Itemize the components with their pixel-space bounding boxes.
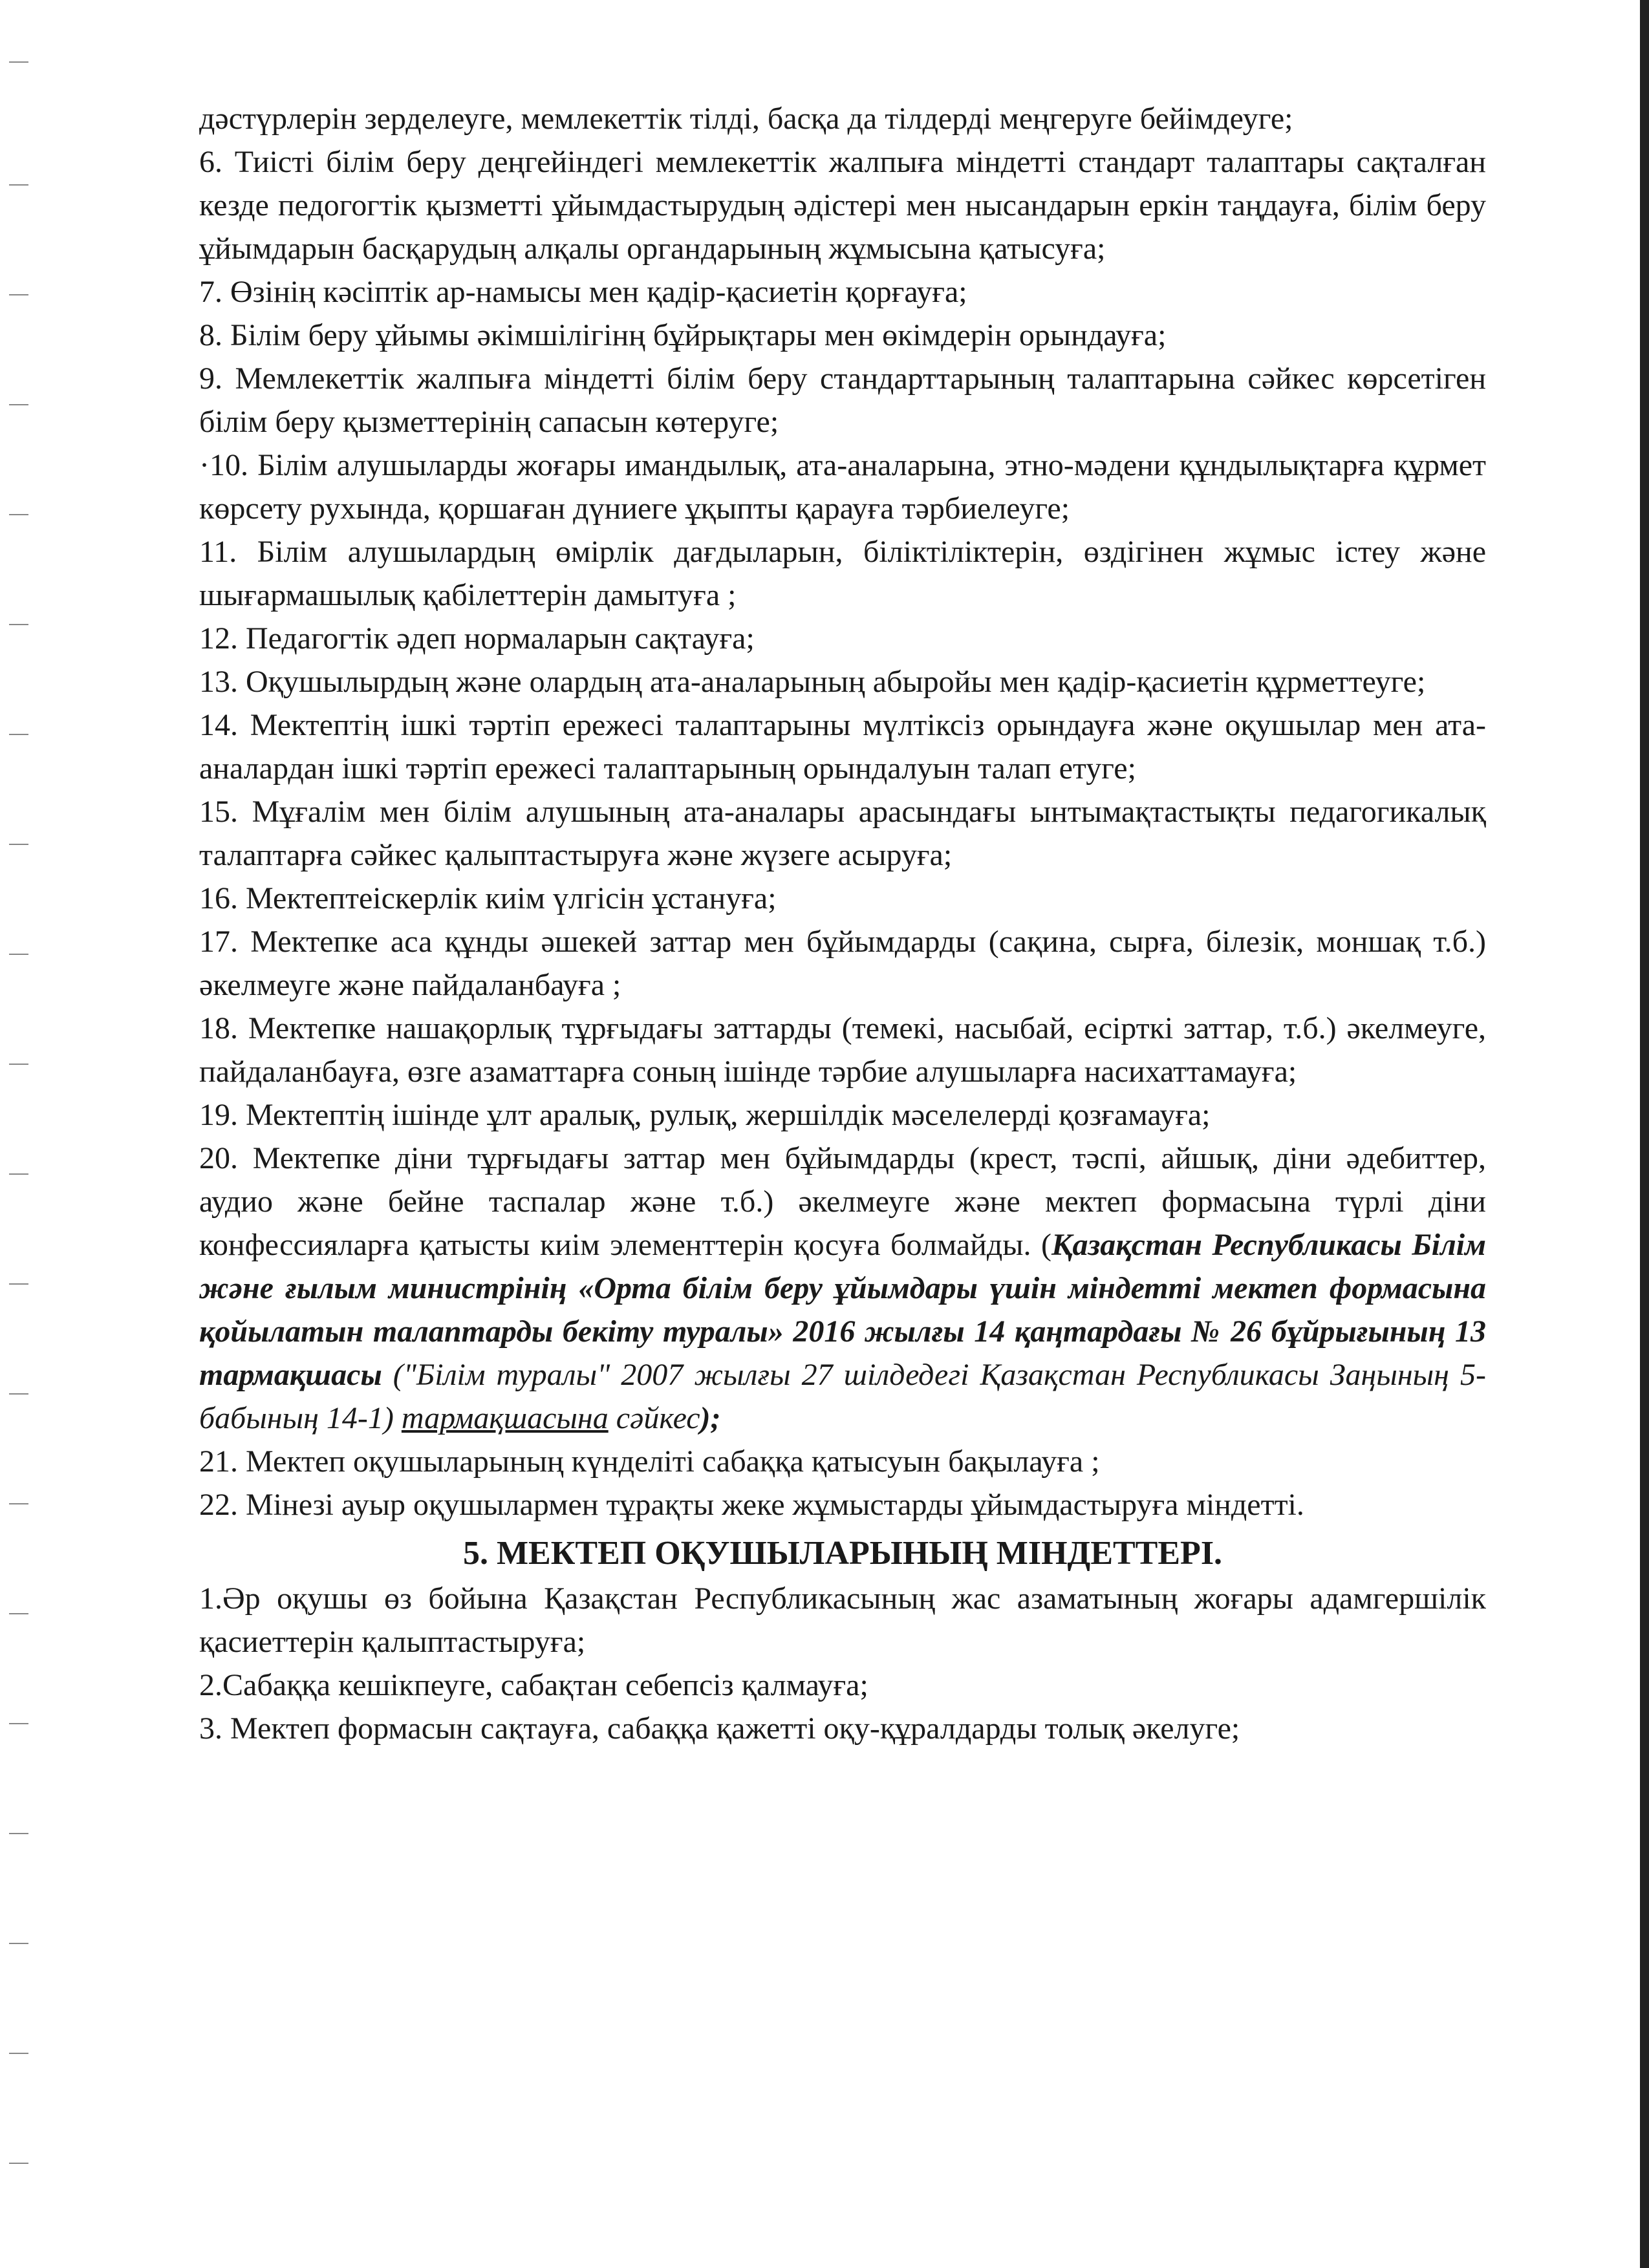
margin-mark: [9, 1503, 28, 1504]
margin-mark: [9, 2163, 28, 2164]
margin-mark: [9, 1173, 28, 1175]
section-heading: 5. МЕКТЕП ОҚУШЫЛАРЫНЫҢ МІНДЕТТЕРІ.: [462, 1535, 1223, 1572]
legal-reference-order: Қазақстан Республикасы Білім және ғылым министрінің «Орта білім беру ұйымдары үшін міндетті мектеп формасына қойылатын талаптарды бекіту туралы» 2016 жылғы 14 қаңтардағы № 26 бұйрығының 13 тармақшасы: [199, 1228, 1486, 1392]
list-item: 14. Мектептің ішкі тәртіп ережесі талаптарыны мүлтіксіз орындауға және оқушылар мен ата-аналардан ішкі тәртіп ережесі талаптарының орындалуын талап етуге;: [199, 708, 1486, 786]
margin-mark: [9, 1283, 28, 1285]
list-item: 21. Мектеп оқушыларының күнделіті сабаққа қатысуын бақылауға ;: [199, 1444, 1100, 1479]
list-item: 16. Мектептеіскерлік киім үлгісін ұстануға;: [199, 881, 777, 915]
list-item: 12. Педагогтік әдеп нормаларын сақтауға;: [199, 621, 755, 656]
margin-mark: [9, 514, 28, 515]
margin-mark: [9, 404, 28, 405]
margin-mark: [9, 1613, 28, 1614]
list-item: 11. Білім алушылардың өмірлік дағдыларын, біліктіліктерін, өздігінен жұмыс істеу және шығармашылық қабілеттерін дамытуға ;: [199, 535, 1486, 612]
list-item: 19. Мектептің ішінде ұлт аралық, рулық, жершілдік мәселелерді қозғамауға;: [199, 1098, 1211, 1132]
legal-reference-close: );: [700, 1401, 721, 1435]
list-item: 9. Мемлекеттік жалпыға міндетті білім беру стандарттарының талаптарына сәйкес көрсетіген білім беру қызметтерінің сапасын көтеруге;: [199, 361, 1486, 439]
margin-mark: [9, 1833, 28, 1834]
margin-mark: [9, 734, 28, 735]
margin-mark: [9, 61, 28, 63]
margin-mark: [9, 624, 28, 625]
list-item: 8. Білім беру ұйымы әкімшілігінң бұйрықтары мен өкімдерін орындауға;: [199, 318, 1167, 352]
list-item: 13. Оқушылырдың және олардың ата-аналарының абыройы мен қадір-қасиетін құрметтеуге;: [199, 665, 1426, 699]
list-item: 7. Өзінің кәсіптік ар-намысы мен қадір-қасиетін қорғауға;: [199, 275, 967, 309]
margin-mark: [9, 2053, 28, 2054]
margin-mark: [9, 1723, 28, 1724]
margin-mark: [9, 1393, 28, 1395]
margin-mark: [9, 1064, 28, 1065]
legal-reference-subclause: тармақшасына: [401, 1401, 609, 1435]
list-item: 6. Тиісті білім беру деңгейіндегі мемлекеттік жалпыға міндетті стандарт талаптары сақталған кезде педогогтік қызметті ұйымдастырудың әдістері мен нысандарын еркін таңдауға, білім беру ұйымдарын басқарудың алқалы органдарының жұмысына қатысуға;: [199, 145, 1486, 266]
item-20-text: 20. Мектепке діни тұрғыдағы заттар мен бұйымдарды (крест, тәспі, айшық, діни әдебиттер, аудио және бейне таспалар және т.б.) әкелмеуге және мектеп формасына түрлі діни конфессияларға қатысты киім элементтерін қосуға болмайды. (: [199, 1141, 1486, 1262]
list-item: 18. Мектепке нашақорлық тұрғыдағы заттарды (темекі, насыбай, есірткі заттар, т.б.) әкелмеуге, пайдаланбауға, өзге азаматтарға соның ішінде тәрбие алушыларға насихаттамауға;: [199, 1011, 1486, 1089]
margin-mark: [9, 1943, 28, 1944]
section-list-item: 1.Әр оқушы өз бойына Қазақстан Республикасының жас азаматының жоғары адамгершілік қасиеттерін қалыптастыруға;: [199, 1581, 1486, 1659]
list-item: 15. Мұғалім мен білім алушының ата-аналары арасындағы ынтымақтастықты педагогикалық талаптарға сәйкес қалыптастыруға және жүзеге асыруға;: [199, 795, 1486, 872]
margin-mark: [9, 954, 28, 955]
list-item: 17. Мектепке аса құнды әшекей заттар мен бұйымдарды (сақина, сырға, білезік, моншақ т.б.) әкелмеуге және пайдаланбауға ;: [199, 925, 1486, 1002]
list-item-20: [199, 1137, 1486, 1440]
margin-mark: [9, 184, 28, 186]
margin-mark: [9, 844, 28, 845]
scan-page-edge: [1640, 0, 1649, 2268]
legal-reference-tail: сәйкес: [608, 1401, 700, 1435]
document-body: [199, 97, 1486, 1750]
margin-mark: [9, 294, 28, 295]
list-item: 22. Мінезі ауыр оқушылармен тұрақты жеке жұмыстарды ұйымдастыруға міндетті.: [199, 1488, 1304, 1522]
legal-reference-law: ("Білім туралы" 2007 жылғы 27 шілдедегі Қазақстан Республикасы Заңының 5-бабының 14-1): [199, 1358, 1486, 1435]
section-list-item: 2.Сабаққа кешікпеуге, сабақтан себепсіз қалмауға;: [199, 1668, 868, 1702]
list-item: ·10. Білім алушыларды жоғары имандылық, ата-аналарына, этно-мәдени құндылықтарға құрмет көрсету рухында, қоршаған дүниеге ұқыпты қарауға тәрбиелеуге;: [199, 448, 1486, 526]
section-list-item: 3. Мектеп формасын сақтауға, сабаққа қажетті оқу-құралдарды толық әкелуге;: [199, 1711, 1240, 1746]
list-item: дәстүрлерін зерделеуге, мемлекеттік тілді, басқа да тілдерді меңгеруге бейімдеуге;: [199, 102, 1293, 136]
